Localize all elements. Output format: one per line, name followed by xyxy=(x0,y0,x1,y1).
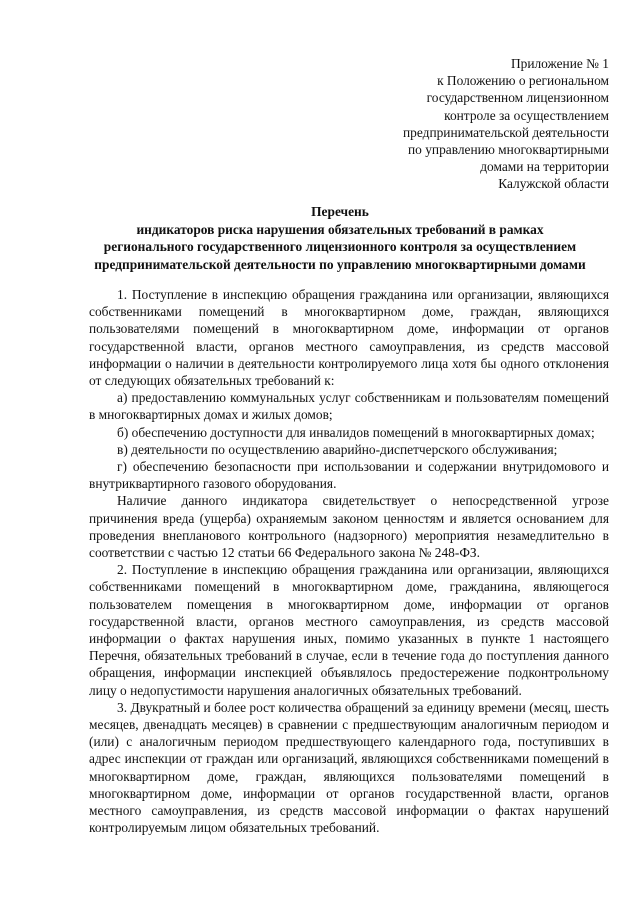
title-line: регионального государственного лицензионного контроля за осуществлением xyxy=(103,239,577,254)
paragraph-item-1: 1. Поступление в инспекцию обращения гражданина или организации, являющихся собственниками помещений в многоквартирном доме, граждан, являющихся пользователями помещений в многоквартирном доме, информации от органов государственной власти, органов местного самоуправления, из средств массовой информации о наличии в деятельности контролируемого лица хотя бы одного отклонения от следующих обязательных требований к: xyxy=(89,287,609,389)
title-line: предпринимательской деятельности по управлению многоквартирными домами xyxy=(94,256,586,272)
appendix-line: Калужской области xyxy=(498,176,609,192)
paragraph-subitem-b: б) обеспечению доступности для инвалидов помещений в многоквартирных домах; xyxy=(117,424,595,440)
appendix-line: предпринимательской деятельности xyxy=(403,124,609,140)
appendix-line: к Положению о региональном xyxy=(437,73,609,89)
paragraph-item-3: 3. Двукратный и более рост количества обращений за единицу времени (месяц, шесть месяцев, двенадцать месяцев) в сравнении с предшествующим аналогичным периодом и (или) с аналогичным периодом предшествующего календарного года, поступивших в адрес инспекции от граждан или организаций, являющихся собственниками помещений в многоквартирном доме, граждан, являющихся пользователями помещений в многоквартирном доме, информации от органов государственной власти, органов местного самоуправления, из средств массовой информации о фактах нарушений контролируемым лицом обязательных требований. xyxy=(89,699,609,836)
paragraph-subitem-v: в) деятельности по осуществлению аварийно-диспетчерского обслуживания; xyxy=(117,441,558,457)
title-heading: Перечень xyxy=(311,204,369,219)
paragraph-subitem-a: а) предоставлению коммунальных услуг собственникам и пользователям помещений в многоквартирных домах и жилых домов; xyxy=(89,390,609,423)
appendix-line: Приложение № 1 xyxy=(510,56,609,71)
document-body xyxy=(89,286,609,837)
paragraph-item-2: 2. Поступление в инспекцию обращения гражданина или организации, являющихся собственниками помещений в многоквартирном доме, гражданина, являющегося пользователем помещения в многоквартирном доме, информации от органов государственной власти, органов местного самоуправления, из средств массовой информации о фактах нарушения иных, помимо указанных в пункте 1 настоящего Перечня, обязательных требований в случае, если в течение года до поступления данного обращения, информации инспекцией объявлялось предостережение подконтрольному лицу о недопустимости нарушения аналогичных обязательных требований. xyxy=(89,562,609,698)
appendix-header xyxy=(369,55,609,193)
appendix-line: государственном лицензионном xyxy=(426,90,609,106)
appendix-line: домами на территории xyxy=(480,159,609,175)
paragraph-subitem-g: г) обеспечению безопасности при использовании и содержании внутридомового и внутриквартирного газового оборудования. xyxy=(89,459,609,492)
document-title xyxy=(60,203,620,273)
appendix-line: контроле за осуществлением xyxy=(444,107,609,123)
paragraph-indicator-note: Наличие данного индикатора свидетельствует о непосредственной угрозе причинения вреда (ущерба) охраняемым законом ценностям и является основанием для проведения внепланового контрольного (надзорного) мероприятия незамедлительно в соответствии с частью 12 статьи 66 Федерального закона № 248-ФЗ. xyxy=(89,493,609,561)
appendix-line: по управлению многоквартирными xyxy=(408,142,609,158)
title-line: индикаторов риска нарушения обязательных требований в рамках xyxy=(136,221,544,237)
